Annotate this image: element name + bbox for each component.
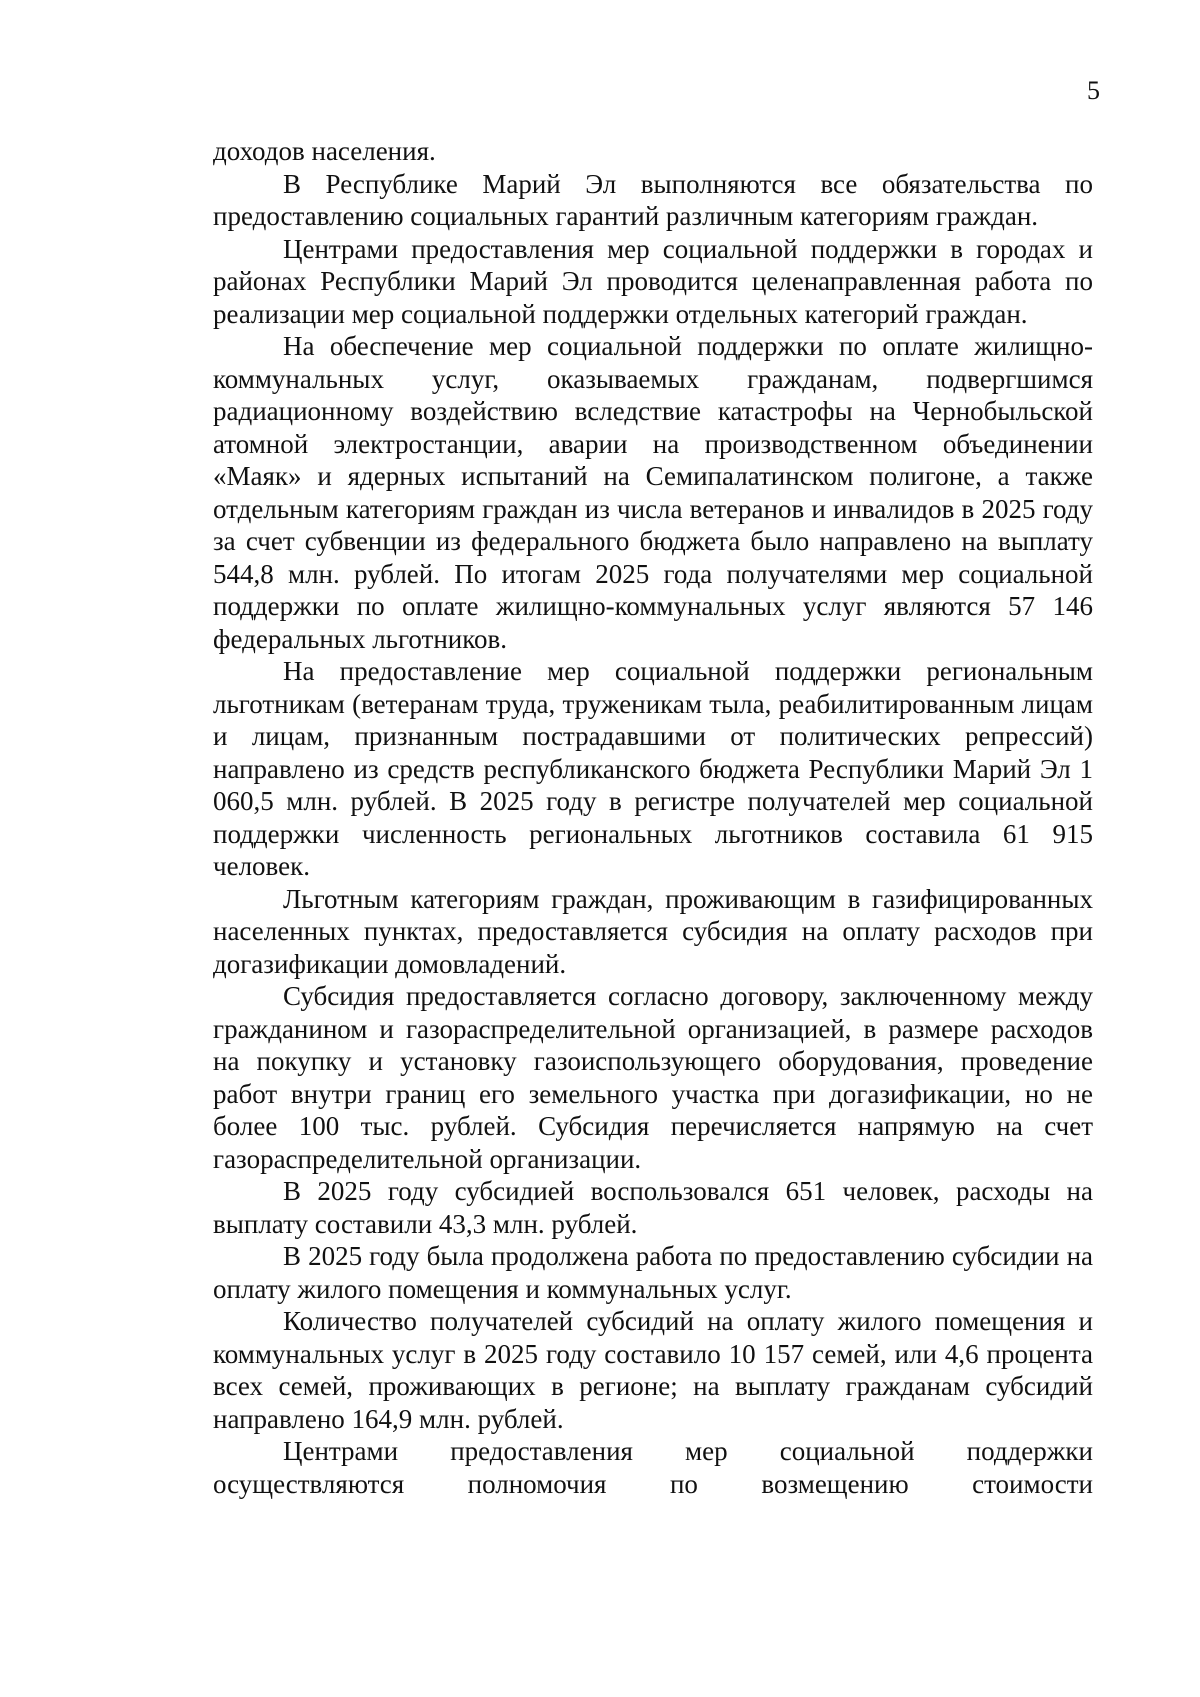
document-body	[213, 135, 1093, 1500]
paragraph-continuation: доходов населения.	[213, 136, 436, 166]
page-number: 5	[1087, 76, 1100, 105]
paragraph-housing-utilities-federal: На обеспечение мер социальной поддержки по оплате жилищно-коммунальных услуг, оказываемых гражданам, подвергшимся радиационному воздействию вследствие катастрофы на Чернобыльской атомной электростанции, аварии на производственном объединении «Маяк» и ядерных испытаний на Семипалатинском полигоне, а также отдельным категориям граждан из числа ветеранов и инвалидов в 2025 году за счет субвенции из федерального бюджета было направлено на выплату 544,8 млн. рублей. По итогам 2025 года получателями мер социальной поддержки по оплате жилищно-коммунальных услуг являются 57 146 федеральных льготников.	[213, 331, 1093, 654]
paragraph-regional-beneficiaries: На предоставление мер социальной поддержки региональным льготникам (ветеранам труда, труженикам тыла, реабилитированным лицам и лицам, признанным пострадавшими от политических репрессий) направлено из средств республиканского бюджета Республики Марий Эл 1 060,5 млн. рублей. В 2025 году в регистре получателей мер социальной поддержки численность региональных льготников составила 61 915 человек.	[213, 656, 1093, 881]
paragraph-support-centers: Центрами предоставления мер социальной поддержки в городах и районах Республики Марий Эл проводится целенаправленная работа по реализации мер социальной поддержки отдельных категорий граждан.	[213, 233, 1093, 329]
paragraph-cost-reimbursement: Центрами предоставления мер социальной поддержки осуществляются полномочия по возмещению стоимости	[213, 1436, 1093, 1499]
paragraph-obligations: В Республике Марий Эл выполняются все обязательства по предоставлению социальных гарантий различным категориям граждан.	[213, 168, 1093, 231]
paragraph-gasification-beneficiaries: Льготным категориям граждан, проживающим в газифицированных населенных пунктах, предоставляется субсидия на оплату расходов при догазификации домовладений.	[213, 883, 1093, 979]
paragraph-gasification-subsidy: Субсидия предоставляется согласно договору, заключенному между гражданином и газораспределительной организацией, в размере расходов на покупку и установку газоиспользующего оборудования, проведение работ внутри границ его земельного участка при догазификации, но не более 100 тыс. рублей. Субсидия перечисляется напрямую на счет газораспределительной организации.	[213, 981, 1093, 1174]
paragraph-housing-subsidy-work: В 2025 году была продолжена работа по предоставлению субсидии на оплату жилого помещения и коммунальных услуг.	[213, 1241, 1093, 1304]
paragraph-housing-subsidy-recipients: Количество получателей субсидий на оплату жилого помещения и коммунальных услуг в 2025 году составило 10 157 семей, или 4,6 процента всех семей, проживающих в регионе; на выплату гражданам субсидий направлено 164,9 млн. рублей.	[213, 1306, 1093, 1434]
paragraph-subsidy-2025: В 2025 году субсидией воспользовался 651 человек, расходы на выплату составили 43,3 млн. рублей.	[213, 1176, 1093, 1239]
